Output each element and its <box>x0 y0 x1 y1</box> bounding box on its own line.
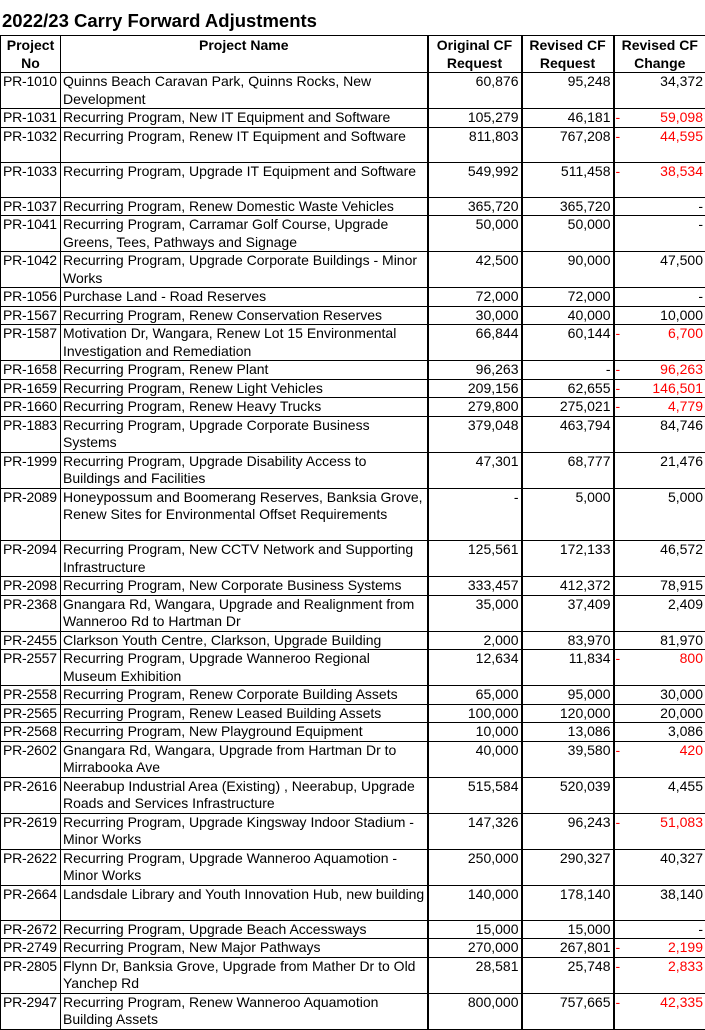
negative-sign: - <box>616 994 621 1012</box>
original-cf-cell: 35,000 <box>428 595 522 631</box>
revised-cf-cell: 72,000 <box>522 288 614 307</box>
cf-change-value: 47,500 <box>660 252 703 268</box>
project-name-cell: Gnangara Rd, Wangara, Upgrade from Hartman Dr to Mirrabooka Ave <box>61 741 428 777</box>
table-row <box>1 723 705 742</box>
table-row <box>1 813 705 849</box>
cf-change-cell <box>614 288 705 307</box>
original-cf-cell: 147,326 <box>428 813 522 849</box>
cf-change-value: 2,409 <box>668 596 703 612</box>
project-no-cell: PR-2616 <box>1 777 61 813</box>
cf-change-value: 42,335 <box>660 994 703 1010</box>
cf-change-cell <box>614 849 705 885</box>
original-cf-cell: 515,584 <box>428 777 522 813</box>
project-name-cell: Recurring Program, Renew Heavy Trucks <box>61 398 428 417</box>
project-name-cell: Quinns Beach Caravan Park, Quinns Rocks, New Development <box>61 73 428 109</box>
project-name-cell: Recurring Program, New CCTV Network and Supporting Infrastructure <box>61 541 428 577</box>
negative-sign: - <box>616 650 621 668</box>
revised-cf-cell: 25,748 <box>522 957 614 993</box>
page-title: 2022/23 Carry Forward Adjustments <box>2 10 317 32</box>
original-cf-cell: 279,800 <box>428 398 522 417</box>
table-row <box>1 686 705 705</box>
cf-change-value: 4,779 <box>668 398 703 414</box>
project-no-cell: PR-2619 <box>1 813 61 849</box>
revised-cf-cell: 267,801 <box>522 939 614 958</box>
cf-change-value: 800 <box>680 650 703 666</box>
project-name-cell: Recurring Program, New Corporate Business Systems <box>61 577 428 596</box>
cf-change-value: 30,000 <box>660 686 703 702</box>
original-cf-cell: 125,561 <box>428 541 522 577</box>
revised-cf-cell: 11,834 <box>522 650 614 686</box>
project-name-cell: Recurring Program, Renew Wanneroo Aquamotion Building Assets <box>61 993 428 1029</box>
cf-change-value: 38,140 <box>660 886 703 902</box>
cf-change-value: 38,534 <box>660 163 703 179</box>
project-name-cell: Recurring Program, Renew Conservation Reserves <box>61 306 428 325</box>
negative-sign: - <box>616 380 621 398</box>
table-row <box>1 325 705 361</box>
revised-cf-cell: 68,777 <box>522 452 614 488</box>
project-name-cell: Purchase Land - Road Reserves <box>61 288 428 307</box>
project-name-cell: Recurring Program, Upgrade Corporate Buildings - Minor Works <box>61 252 428 288</box>
project-no-cell: PR-2094 <box>1 541 61 577</box>
table-row <box>1 162 705 197</box>
project-name-cell: Recurring Program, Carramar Golf Course, Upgrade Greens, Tees, Pathways and Signage <box>61 216 428 252</box>
project-no-cell: PR-1567 <box>1 306 61 325</box>
header-cf-change: Revised CF Change <box>614 36 705 73</box>
cf-change-cell <box>614 452 705 488</box>
original-cf-cell: 800,000 <box>428 993 522 1029</box>
cf-change-cell <box>614 488 705 541</box>
revised-cf-cell: 37,409 <box>522 595 614 631</box>
cf-change-cell <box>614 777 705 813</box>
cf-change-value: 3,086 <box>668 723 703 739</box>
project-name-cell: Recurring Program, Renew Plant <box>61 361 428 380</box>
cf-change-value: 5,000 <box>668 489 703 505</box>
project-no-cell: PR-2664 <box>1 885 61 920</box>
cf-change-cell <box>614 197 705 216</box>
negative-sign: - <box>616 939 621 957</box>
cf-change-cell <box>614 127 705 162</box>
cf-change-value: 2,199 <box>668 939 703 955</box>
cf-change-cell <box>614 704 705 723</box>
carry-forward-table <box>0 35 705 1030</box>
project-name-cell: Recurring Program, Upgrade IT Equipment and Software <box>61 162 428 197</box>
revised-cf-cell: 290,327 <box>522 849 614 885</box>
project-name-cell: Gnangara Rd, Wangara, Upgrade and Realignment from Wanneroo Rd to Hartman Dr <box>61 595 428 631</box>
table-row <box>1 577 705 596</box>
negative-sign: - <box>616 325 621 343</box>
cf-change-cell <box>614 920 705 939</box>
cf-change-value: 44,595 <box>660 128 703 144</box>
original-cf-cell: 30,000 <box>428 306 522 325</box>
project-name-cell: Recurring Program, New Major Pathways <box>61 939 428 958</box>
cf-change-cell <box>614 723 705 742</box>
cf-change-value: 59,098 <box>660 109 703 125</box>
cf-change-cell <box>614 398 705 417</box>
negative-sign: - <box>616 958 621 976</box>
original-cf-cell: 12,634 <box>428 650 522 686</box>
revised-cf-cell: 60,144 <box>522 325 614 361</box>
original-cf-cell: 250,000 <box>428 849 522 885</box>
revised-cf-cell: 757,665 <box>522 993 614 1029</box>
project-name-cell: Recurring Program, Renew Corporate Building Assets <box>61 686 428 705</box>
cf-change-value: 51,083 <box>660 814 703 830</box>
revised-cf-cell: 15,000 <box>522 920 614 939</box>
cf-change-cell <box>614 939 705 958</box>
project-name-cell: Recurring Program, New Playground Equipment <box>61 723 428 742</box>
original-cf-cell: 40,000 <box>428 741 522 777</box>
cf-change-cell <box>614 379 705 398</box>
table-row <box>1 252 705 288</box>
cf-change-value: 46,572 <box>660 541 703 557</box>
cf-change-cell <box>614 325 705 361</box>
project-no-cell: PR-1010 <box>1 73 61 109</box>
project-no-cell: PR-2455 <box>1 631 61 650</box>
table-row <box>1 306 705 325</box>
project-name-cell: Clarkson Youth Centre, Clarkson, Upgrade Building <box>61 631 428 650</box>
cf-change-cell <box>614 361 705 380</box>
project-name-cell: Landsdale Library and Youth Innovation Hub, new building <box>61 885 428 920</box>
original-cf-cell: 333,457 <box>428 577 522 596</box>
project-no-cell: PR-1659 <box>1 379 61 398</box>
cf-change-cell <box>614 306 705 325</box>
table-row <box>1 541 705 577</box>
original-cf-cell: 42,500 <box>428 252 522 288</box>
cf-change-cell <box>614 686 705 705</box>
negative-sign: - <box>616 361 621 379</box>
header-row <box>1 36 705 73</box>
project-name-cell: Recurring Program, Upgrade Wanneroo Aquamotion - Minor Works <box>61 849 428 885</box>
revised-cf-cell: 40,000 <box>522 306 614 325</box>
project-name-cell: Recurring Program, Renew Domestic Waste Vehicles <box>61 197 428 216</box>
original-cf-cell: 60,876 <box>428 73 522 109</box>
original-cf-cell: 72,000 <box>428 288 522 307</box>
cf-change-value: 2,833 <box>668 958 703 974</box>
original-cf-cell: 28,581 <box>428 957 522 993</box>
cf-change-cell <box>614 957 705 993</box>
revised-cf-cell: 95,000 <box>522 686 614 705</box>
project-no-cell: PR-1042 <box>1 252 61 288</box>
header-revised-cf: Revised CF Request <box>522 36 614 73</box>
project-no-cell: PR-2098 <box>1 577 61 596</box>
project-name-cell: Recurring Program, Upgrade Disability Access to Buildings and Facilities <box>61 452 428 488</box>
original-cf-cell: 15,000 <box>428 920 522 939</box>
original-cf-cell: - <box>428 488 522 541</box>
cf-change-cell <box>614 577 705 596</box>
cf-change-value: - <box>698 216 703 232</box>
revised-cf-cell: 5,000 <box>522 488 614 541</box>
project-no-cell: PR-2565 <box>1 704 61 723</box>
project-no-cell: PR-1056 <box>1 288 61 307</box>
project-no-cell: PR-2602 <box>1 741 61 777</box>
table-row <box>1 398 705 417</box>
project-name-cell: Recurring Program, Upgrade Kingsway Indoor Stadium - Minor Works <box>61 813 428 849</box>
project-no-cell: PR-1037 <box>1 197 61 216</box>
cf-change-value: 4,455 <box>668 778 703 794</box>
project-no-cell: PR-1031 <box>1 109 61 128</box>
revised-cf-cell: - <box>522 361 614 380</box>
project-no-cell: PR-2749 <box>1 939 61 958</box>
table-row <box>1 741 705 777</box>
cf-change-value: 96,263 <box>660 361 703 377</box>
project-name-cell: Recurring Program, New IT Equipment and Software <box>61 109 428 128</box>
project-no-cell: PR-1032 <box>1 127 61 162</box>
revised-cf-cell: 275,021 <box>522 398 614 417</box>
revised-cf-cell: 365,720 <box>522 197 614 216</box>
project-name-cell: Flynn Dr, Banksia Grove, Upgrade from Mather Dr to Old Yanchep Rd <box>61 957 428 993</box>
revised-cf-cell: 13,086 <box>522 723 614 742</box>
original-cf-cell: 365,720 <box>428 197 522 216</box>
cf-change-value: 78,915 <box>660 577 703 593</box>
cf-change-value: 40,327 <box>660 850 703 866</box>
project-name-cell: Recurring Program, Upgrade Wanneroo Regional Museum Exhibition <box>61 650 428 686</box>
project-no-cell: PR-2947 <box>1 993 61 1029</box>
table-row <box>1 650 705 686</box>
cf-change-cell <box>614 741 705 777</box>
project-no-cell: PR-2558 <box>1 686 61 705</box>
table-row <box>1 704 705 723</box>
cf-change-value: - <box>698 198 703 214</box>
original-cf-cell: 379,048 <box>428 416 522 452</box>
original-cf-cell: 65,000 <box>428 686 522 705</box>
project-name-cell: Motivation Dr, Wangara, Renew Lot 15 Environmental Investigation and Remediation <box>61 325 428 361</box>
revised-cf-cell: 511,458 <box>522 162 614 197</box>
cf-change-cell <box>614 541 705 577</box>
revised-cf-cell: 50,000 <box>522 216 614 252</box>
project-no-cell: PR-1041 <box>1 216 61 252</box>
table-row <box>1 595 705 631</box>
revised-cf-cell: 95,248 <box>522 73 614 109</box>
revised-cf-cell: 96,243 <box>522 813 614 849</box>
table-row <box>1 197 705 216</box>
project-no-cell: PR-1883 <box>1 416 61 452</box>
table-row <box>1 452 705 488</box>
table-row <box>1 109 705 128</box>
table-row <box>1 216 705 252</box>
original-cf-cell: 100,000 <box>428 704 522 723</box>
header-original-cf: Original CF Request <box>428 36 522 73</box>
original-cf-cell: 10,000 <box>428 723 522 742</box>
revised-cf-cell: 178,140 <box>522 885 614 920</box>
original-cf-cell: 549,992 <box>428 162 522 197</box>
project-no-cell: PR-2568 <box>1 723 61 742</box>
revised-cf-cell: 520,039 <box>522 777 614 813</box>
cf-change-value: 6,700 <box>668 325 703 341</box>
revised-cf-cell: 83,970 <box>522 631 614 650</box>
table-row <box>1 993 705 1029</box>
project-no-cell: PR-2557 <box>1 650 61 686</box>
header-project-name: Project Name <box>61 36 428 73</box>
cf-change-cell <box>614 650 705 686</box>
table-row <box>1 631 705 650</box>
table-row <box>1 957 705 993</box>
revised-cf-cell: 90,000 <box>522 252 614 288</box>
header-project-no: Project No <box>1 36 61 73</box>
project-name-cell: Recurring Program, Upgrade Corporate Business Systems <box>61 416 428 452</box>
table-row <box>1 379 705 398</box>
original-cf-cell: 66,844 <box>428 325 522 361</box>
cf-change-cell <box>614 885 705 920</box>
negative-sign: - <box>616 163 621 181</box>
project-no-cell: PR-2089 <box>1 488 61 541</box>
cf-change-value: 81,970 <box>660 632 703 648</box>
revised-cf-cell: 463,794 <box>522 416 614 452</box>
project-name-cell: Recurring Program, Renew Light Vehicles <box>61 379 428 398</box>
revised-cf-cell: 412,372 <box>522 577 614 596</box>
negative-sign: - <box>616 109 621 127</box>
original-cf-cell: 50,000 <box>428 216 522 252</box>
revised-cf-cell: 120,000 <box>522 704 614 723</box>
cf-change-value: 420 <box>680 742 703 758</box>
table-row <box>1 73 705 109</box>
table-row <box>1 777 705 813</box>
original-cf-cell: 105,279 <box>428 109 522 128</box>
table-row <box>1 939 705 958</box>
original-cf-cell: 47,301 <box>428 452 522 488</box>
original-cf-cell: 209,156 <box>428 379 522 398</box>
cf-change-value: 21,476 <box>660 453 703 469</box>
cf-change-cell <box>614 631 705 650</box>
original-cf-cell: 140,000 <box>428 885 522 920</box>
table-row <box>1 885 705 920</box>
project-name-cell: Recurring Program, Renew Leased Building Assets <box>61 704 428 723</box>
cf-change-cell <box>614 595 705 631</box>
project-no-cell: PR-1658 <box>1 361 61 380</box>
project-no-cell: PR-1999 <box>1 452 61 488</box>
original-cf-cell: 270,000 <box>428 939 522 958</box>
negative-sign: - <box>616 742 621 760</box>
original-cf-cell: 96,263 <box>428 361 522 380</box>
revised-cf-cell: 39,580 <box>522 741 614 777</box>
cf-change-value: 84,746 <box>660 417 703 433</box>
table-row <box>1 288 705 307</box>
cf-change-value: - <box>698 921 703 937</box>
project-no-cell: PR-2368 <box>1 595 61 631</box>
cf-change-cell <box>614 216 705 252</box>
project-name-cell: Recurring Program, Upgrade Beach Accessways <box>61 920 428 939</box>
original-cf-cell: 811,803 <box>428 127 522 162</box>
project-name-cell: Neerabup Industrial Area (Existing) , Neerabup, Upgrade Roads and Services Infrastructure <box>61 777 428 813</box>
project-no-cell: PR-1660 <box>1 398 61 417</box>
table-row <box>1 127 705 162</box>
cf-change-value: 10,000 <box>660 307 703 323</box>
revised-cf-cell: 767,208 <box>522 127 614 162</box>
revised-cf-cell: 172,133 <box>522 541 614 577</box>
project-no-cell: PR-2672 <box>1 920 61 939</box>
table-row <box>1 849 705 885</box>
cf-change-value: 20,000 <box>660 705 703 721</box>
project-no-cell: PR-2805 <box>1 957 61 993</box>
table-row <box>1 488 705 541</box>
negative-sign: - <box>616 814 621 832</box>
project-name-cell: Recurring Program, Renew IT Equipment and Software <box>61 127 428 162</box>
cf-change-value: - <box>698 288 703 304</box>
table-row <box>1 920 705 939</box>
table-row <box>1 416 705 452</box>
cf-change-value: 34,372 <box>660 73 703 89</box>
cf-change-cell <box>614 162 705 197</box>
negative-sign: - <box>616 128 621 146</box>
cf-change-cell <box>614 109 705 128</box>
table-row <box>1 361 705 380</box>
cf-change-cell <box>614 416 705 452</box>
cf-change-cell <box>614 813 705 849</box>
table-body <box>1 73 705 1030</box>
cf-change-value: 146,501 <box>652 380 703 396</box>
original-cf-cell: 2,000 <box>428 631 522 650</box>
project-no-cell: PR-2622 <box>1 849 61 885</box>
cf-change-cell <box>614 73 705 109</box>
negative-sign: - <box>616 398 621 416</box>
cf-change-cell <box>614 993 705 1029</box>
project-no-cell: PR-1587 <box>1 325 61 361</box>
project-name-cell: Honeypossum and Boomerang Reserves, Banksia Grove, Renew Sites for Environmental Offset Requirements <box>61 488 428 541</box>
revised-cf-cell: 62,655 <box>522 379 614 398</box>
cf-change-cell <box>614 252 705 288</box>
revised-cf-cell: 46,181 <box>522 109 614 128</box>
project-no-cell: PR-1033 <box>1 162 61 197</box>
